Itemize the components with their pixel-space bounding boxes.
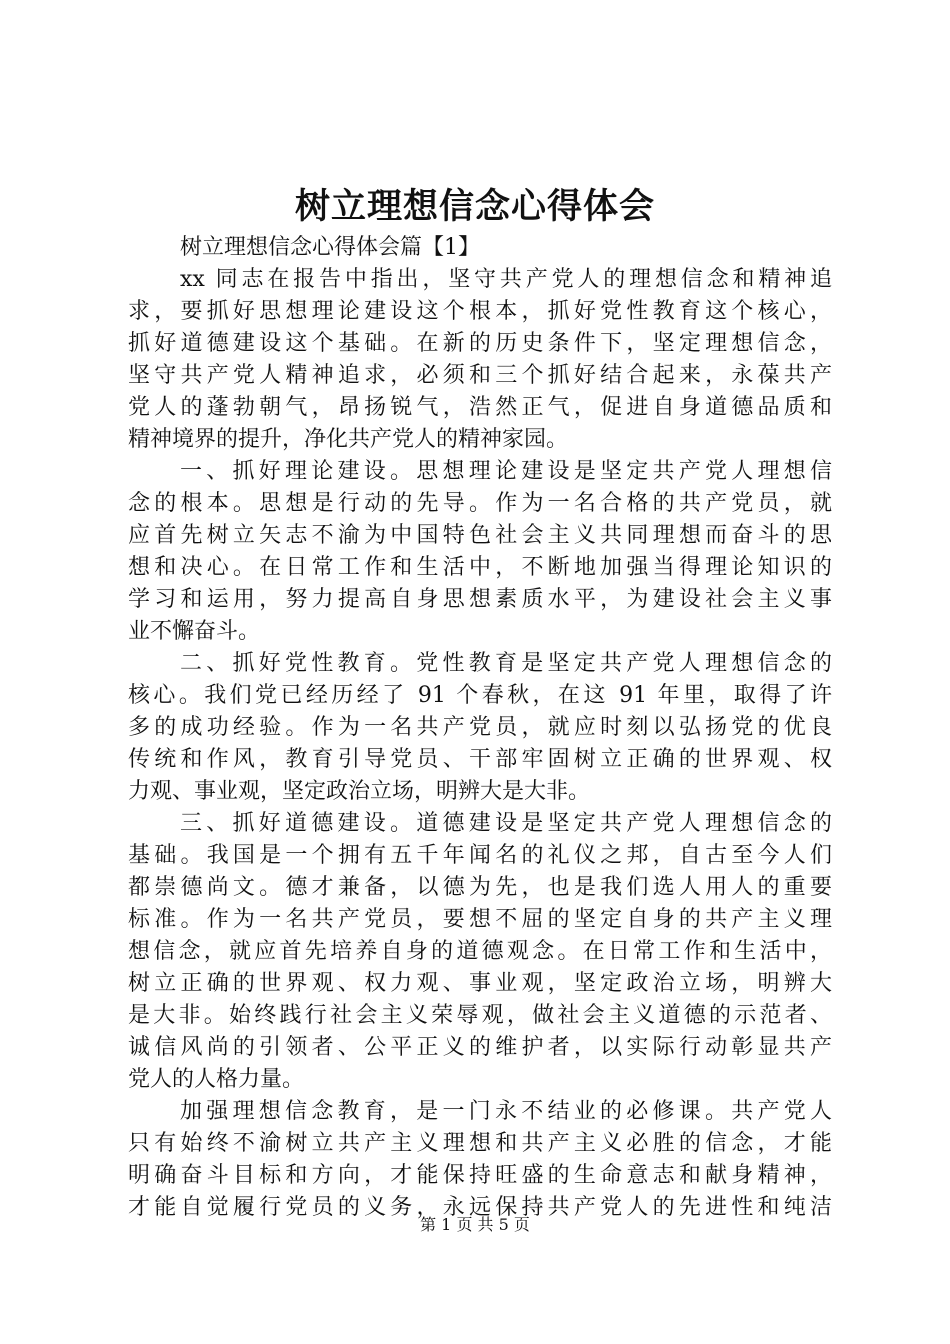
paragraph-line: 树立正确的世界观、权力观、事业观，坚定政治立场，明辨大 — [128, 971, 832, 996]
paragraph-line: 求，要抓好思想理论建设这个根本，抓好党性教育这个核心， — [128, 299, 832, 324]
paragraph-line: 基础。我国是一个拥有五千年闻名的礼仪之邦，自古至今人们 — [128, 843, 832, 868]
paragraph-line: 想信念，就应首先培养自身的道德观念。在日常工作和生活中， — [128, 939, 832, 964]
paragraph-line: 明确奋斗目标和方向，才能保持旺盛的生命意志和献身精神， — [128, 1163, 832, 1188]
paragraph-line: 抓好道德建设这个基础。在新的历史条件下，坚定理想信念， — [128, 331, 832, 356]
paragraph-line: 精神境界的提升，净化共产党人的精神家园。 — [128, 427, 569, 452]
paragraph-line: 应首先树立矢志不渝为中国特色社会主义共同理想而奋斗的思 — [128, 523, 832, 548]
paragraph-line: 才能自觉履行党员的义务，永远保持共产党人的先进性和纯洁 — [128, 1195, 832, 1220]
paragraph-line: 都崇德尚文。德才兼备，以德为先，也是我们选人用人的重要 — [128, 875, 832, 900]
paragraph-line: 二、抓好党性教育。党性教育是坚定共产党人理想信念的 — [180, 651, 832, 676]
paragraph-line: 力观、事业观，坚定政治立场，明辨大是大非。 — [128, 779, 591, 804]
section-heading: 树立理想信念心得体会篇【1】 — [180, 235, 480, 260]
paragraph-line: 坚守共产党人精神追求，必须和三个抓好结合起来，永葆共产 — [128, 363, 832, 388]
paragraph-line: 想和决心。在日常工作和生活中，不断地加强当得理论知识的 — [128, 555, 832, 580]
paragraph-line: 核心。我们党已经历经了 91 个春秋，在这 91 年里，取得了许 — [128, 683, 832, 708]
paragraph-line: 学习和运用，努力提高自身思想素质水平，为建设社会主义事 — [128, 587, 832, 612]
paragraph-line: 党人的人格力量。 — [128, 1067, 305, 1092]
document-title: 树立理想信念心得体会 — [294, 186, 655, 227]
paragraph-line: 多的成功经验。作为一名共产党员，就应时刻以弘扬党的优良 — [128, 715, 832, 740]
paragraph-line: xx 同志在报告中指出，坚守共产党人的理想信念和精神追 — [180, 267, 832, 292]
paragraph-line: 党人的蓬勃朝气，昂扬锐气，浩然正气，促进自身道德品质和 — [128, 395, 832, 420]
paragraph-line: 加强理想信念教育，是一门永不结业的必修课。共产党人 — [180, 1099, 832, 1124]
paragraph-line: 只有始终不渝树立共产主义理想和共产主义必胜的信念，才能 — [128, 1131, 832, 1156]
paragraph-line: 诚信风尚的引领者、公平正义的维护者，以实际行动彰显共产 — [128, 1035, 832, 1060]
paragraph-line: 是大非。始终践行社会主义荣辱观，做社会主义道德的示范者、 — [128, 1003, 832, 1028]
paragraph-line: 一、抓好理论建设。思想理论建设是坚定共产党人理想信 — [180, 459, 832, 484]
document-body — [128, 232, 832, 1224]
page-footer: 第 1 页 共 5 页 — [420, 1215, 530, 1234]
paragraph-line: 传统和作风，教育引导党员、干部牢固树立正确的世界观、权 — [128, 747, 832, 772]
paragraph-line: 三、抓好道德建设。道德建设是坚定共产党人理想信念的 — [180, 811, 832, 836]
paragraph-line: 业不懈奋斗。 — [128, 619, 261, 644]
paragraph-line: 标准。作为一名共产党员，要想不屈的坚定自身的共产主义理 — [128, 907, 832, 932]
paragraph-line: 念的根本。思想是行动的先导。作为一名合格的共产党员，就 — [128, 491, 832, 516]
